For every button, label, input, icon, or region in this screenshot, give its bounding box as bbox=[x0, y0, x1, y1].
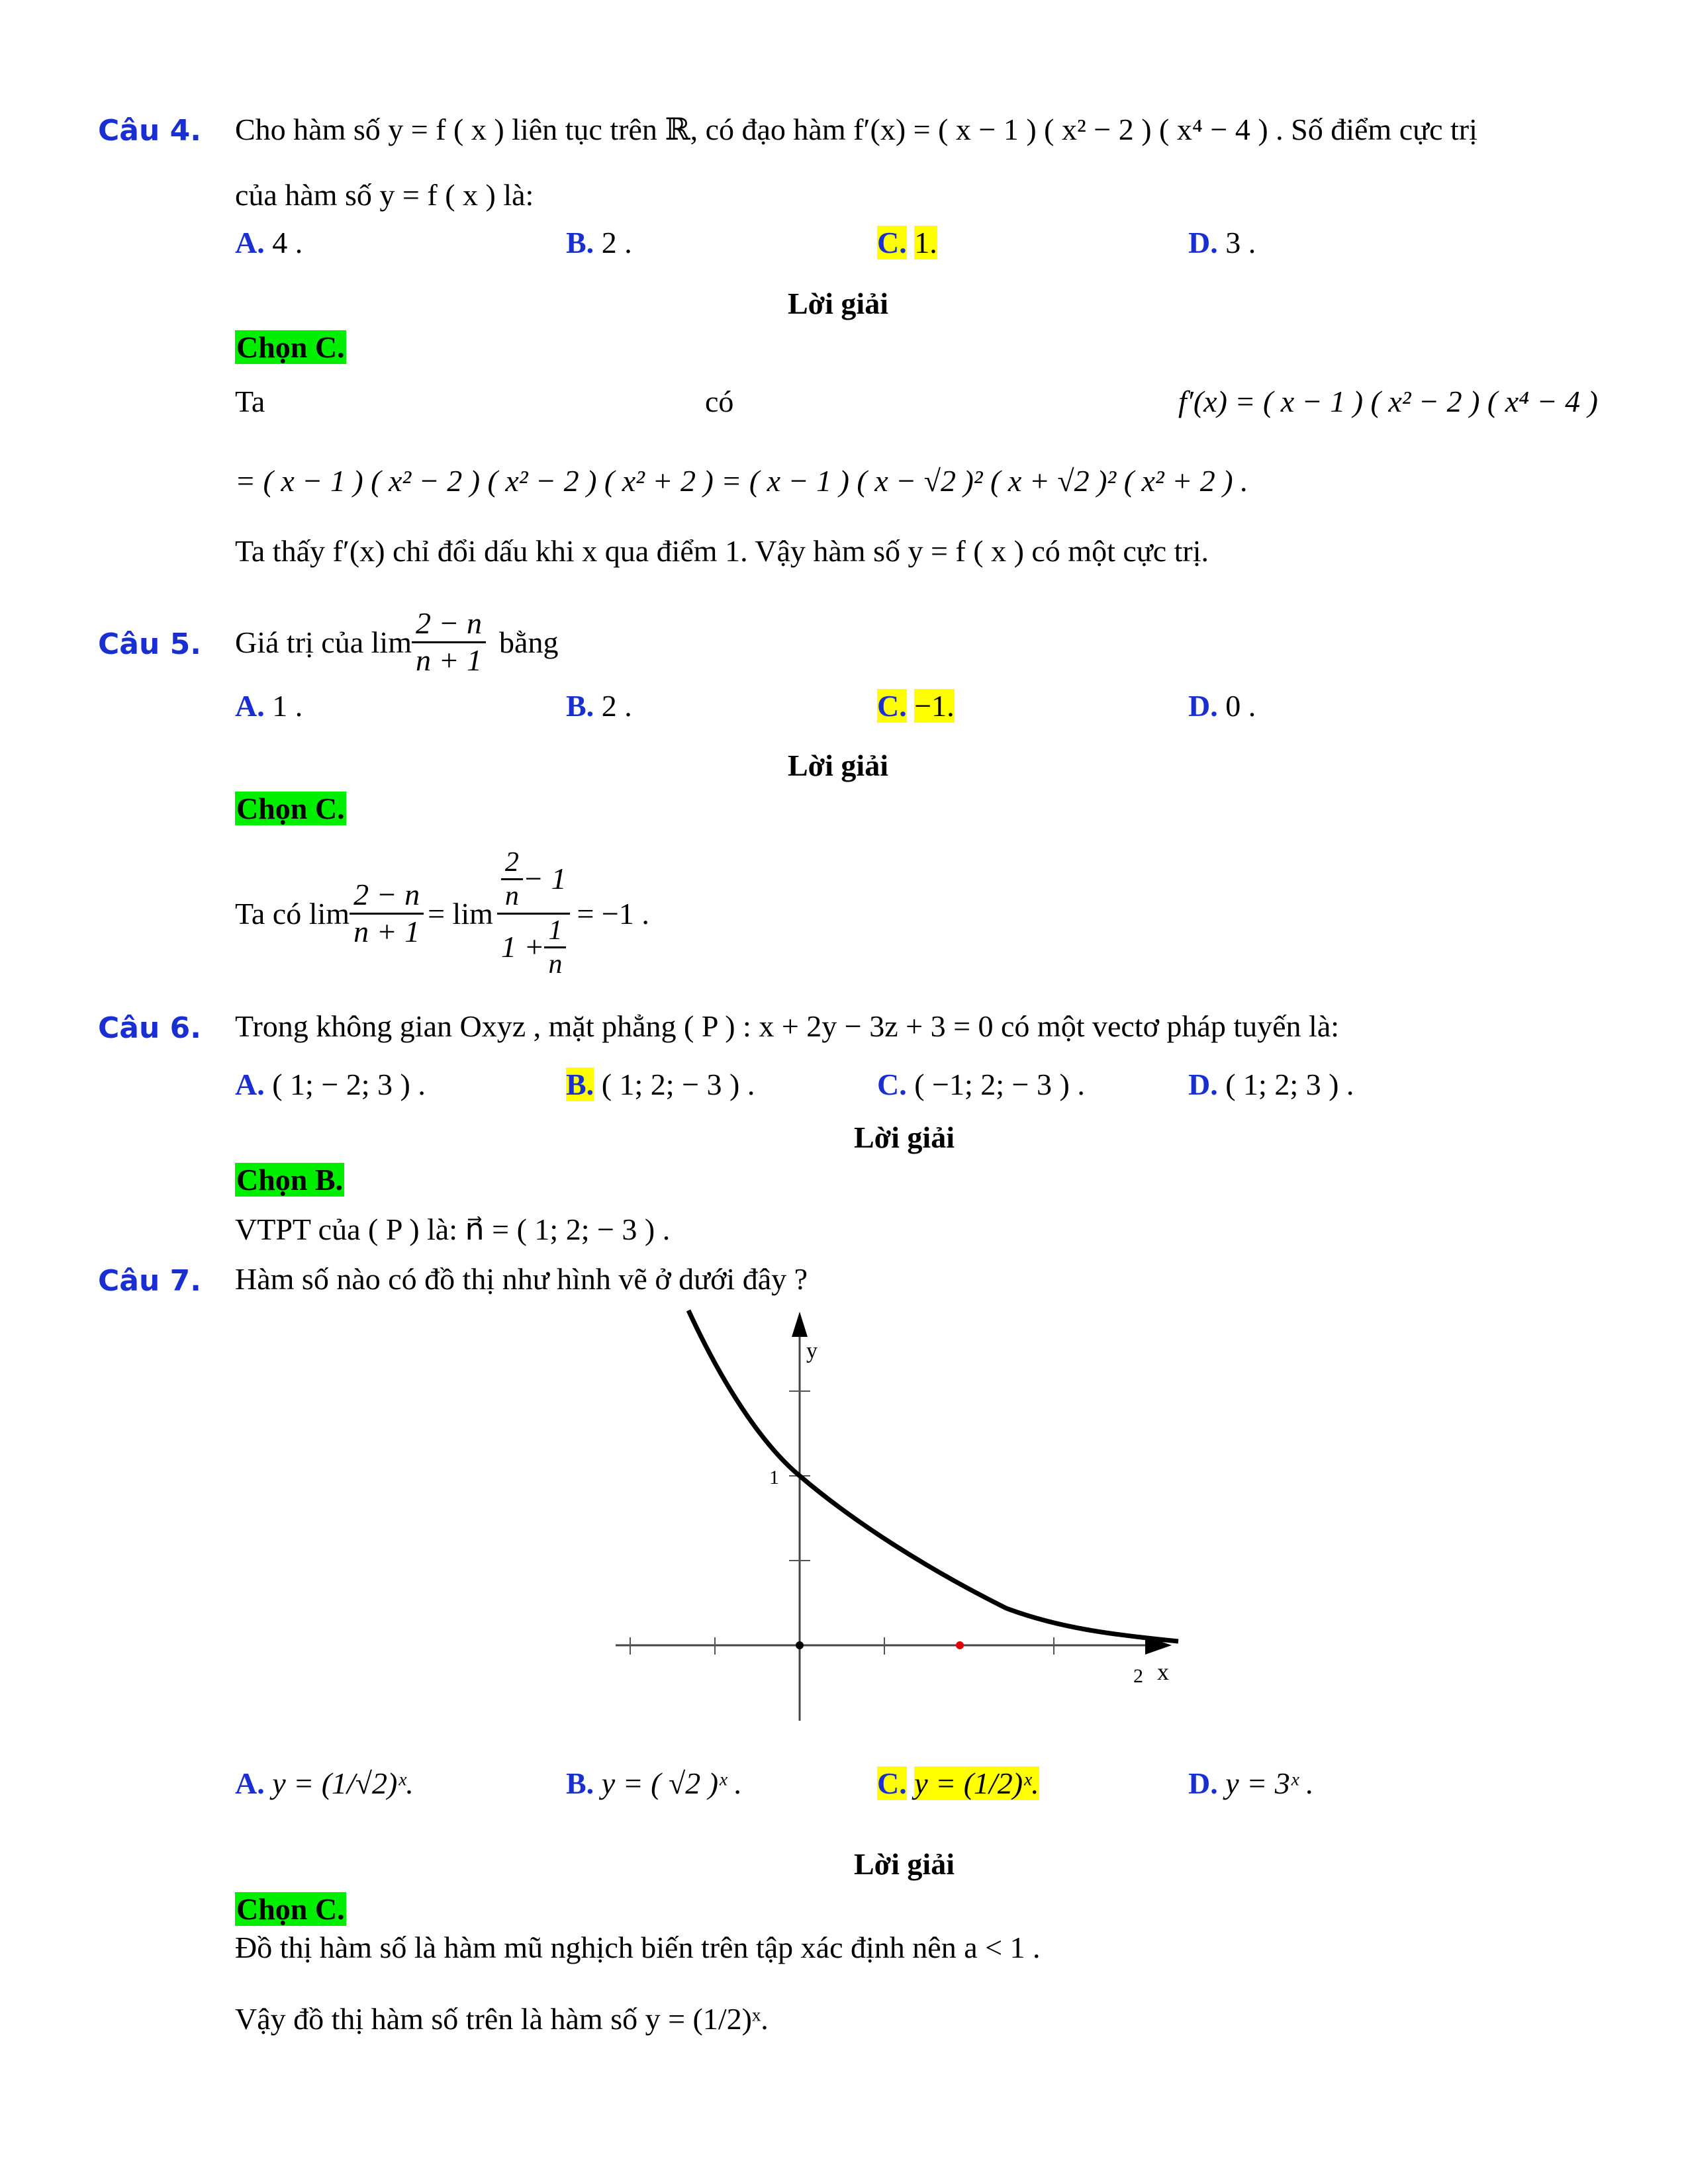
fraction-numerator: 2 − n bbox=[412, 606, 486, 643]
choice-label: Chọn C. bbox=[236, 330, 345, 364]
option-letter: C. bbox=[877, 226, 907, 259]
option-letter: D. bbox=[1188, 1068, 1218, 1101]
choice-label: Chọn C. bbox=[236, 1892, 345, 1926]
q4-option-a bbox=[235, 225, 303, 260]
q7-choice bbox=[235, 1891, 346, 1927]
sol-fraction-2 bbox=[497, 846, 571, 980]
limit-fraction bbox=[412, 606, 486, 678]
option-value: 0 . bbox=[1225, 689, 1256, 723]
option-letter: D. bbox=[1188, 226, 1218, 259]
option-value: 3 . bbox=[1225, 226, 1256, 259]
fraction-numerator: 1 bbox=[544, 915, 566, 948]
fraction-denominator: n + 1 bbox=[353, 914, 420, 948]
q4-choice bbox=[235, 330, 346, 365]
sol-text: Ta có lim bbox=[235, 896, 350, 931]
q6-choice bbox=[235, 1162, 344, 1197]
q6-option-d bbox=[1188, 1067, 1354, 1102]
option-letter: B. bbox=[566, 689, 594, 723]
choice-label: Chọn B. bbox=[236, 1163, 344, 1197]
fraction-denominator: n bbox=[548, 948, 563, 979]
q5-choice bbox=[235, 791, 346, 826]
option-letter: A. bbox=[235, 1766, 265, 1800]
option-letter: D. bbox=[1188, 689, 1218, 723]
q6-solution-text: VTPT của ( P ) là: n⃗ = ( 1; 2; − 3 ) . bbox=[235, 1212, 671, 1246]
q5-solution-title: Lời giải bbox=[788, 749, 888, 782]
question-5-label: Câu 5. bbox=[98, 627, 201, 661]
origin-point bbox=[796, 1641, 804, 1649]
x-tick-label: 2 bbox=[1133, 1665, 1143, 1687]
q7-solution-title: Lời giải bbox=[854, 1847, 955, 1881]
red-point bbox=[956, 1641, 964, 1649]
stem-text: Giá trị của lim bbox=[235, 625, 412, 659]
q6-option-b bbox=[566, 1067, 755, 1102]
question-4-stem-2: của hàm số y = f ( x ) là: bbox=[235, 178, 534, 212]
q4-sol-conclusion: Ta thấy f′(x) chỉ đổi dấu khi x qua điểm 1. Vậy hàm số y = f ( x ) có một cực trị. bbox=[235, 534, 1209, 568]
q4-sol-co: có bbox=[705, 385, 734, 418]
q7-option-b bbox=[566, 1766, 742, 1801]
option-value: y = (1/√2)ˣ. bbox=[272, 1766, 414, 1800]
q4-solution-title: Lời giải bbox=[788, 287, 888, 320]
option-value: 4 . bbox=[272, 226, 303, 259]
choice-label: Chọn C. bbox=[236, 792, 345, 825]
option-value: ( 1; − 2; 3 ) . bbox=[272, 1068, 426, 1101]
q7-option-a bbox=[235, 1766, 414, 1801]
option-letter: A. bbox=[235, 226, 265, 259]
q5-option-d bbox=[1188, 688, 1256, 723]
q7-solution-line-2: Vậy đồ thị hàm số trên là hàm số y = (1/2)ˣ. bbox=[235, 2002, 769, 2036]
option-value: y = 3ˣ . bbox=[1225, 1766, 1314, 1800]
q5-option-c bbox=[877, 688, 955, 723]
option-letter: B. bbox=[566, 1766, 594, 1800]
exponential-curve bbox=[688, 1310, 1178, 1641]
inner-fraction bbox=[544, 915, 566, 981]
question-6-label: Câu 6. bbox=[98, 1011, 201, 1045]
q4-sol-expansion: = ( x − 1 ) ( x² − 2 ) ( x² − 2 ) ( x² + 2 ) = ( x − 1 ) ( x − √2 )² ( x + √2 )² ( x² + 2 ) . bbox=[235, 464, 1248, 498]
option-value: ( 1; 2; 3 ) . bbox=[1225, 1068, 1354, 1101]
fraction-denominator bbox=[497, 915, 571, 981]
option-letter: C. bbox=[877, 1068, 907, 1101]
option-value: 1 . bbox=[272, 689, 303, 723]
q7-option-c bbox=[877, 1766, 1039, 1801]
question-6-stem: Trong không gian Oxyz , mặt phẳng ( P ) : x + 2y − 3z + 3 = 0 có một vectơ pháp tuyến là: bbox=[235, 1009, 1340, 1043]
question-7-label: Câu 7. bbox=[98, 1264, 201, 1298]
q6-solution-title: Lời giải bbox=[854, 1120, 955, 1154]
question-5-stem bbox=[235, 602, 558, 682]
fraction-numerator bbox=[497, 846, 571, 915]
question-7-stem: Hàm số nào có đồ thị như hình vẽ ở dưới đây ? bbox=[235, 1262, 808, 1296]
option-value: 2 . bbox=[601, 689, 632, 723]
option-letter: A. bbox=[235, 689, 265, 723]
option-value: 2 . bbox=[601, 226, 632, 259]
q6-option-c bbox=[877, 1067, 1085, 1102]
sol-text: 1 + bbox=[500, 929, 545, 964]
option-letter: B. bbox=[566, 1068, 594, 1101]
option-letter: B. bbox=[566, 226, 594, 259]
fraction-numerator: 2 − n bbox=[350, 878, 424, 915]
option-letter: C. bbox=[877, 689, 907, 723]
option-value: ( −1; 2; − 3 ) . bbox=[914, 1068, 1085, 1101]
exponential-graph bbox=[596, 1297, 1205, 1734]
option-value: ( 1; 2; − 3 ) . bbox=[601, 1068, 755, 1101]
sol-text: − 1 bbox=[522, 862, 567, 896]
question-4-label: Câu 4. bbox=[98, 114, 201, 148]
y-axis-label: y bbox=[806, 1339, 818, 1363]
fraction-numerator: 2 bbox=[501, 846, 523, 880]
question-4-stem: Cho hàm số y = f ( x ) liên tục trên ℝ, có đạo hàm f′(x) = ( x − 1 ) ( x² − 2 ) ( x⁴ − 4 ) . Số điểm cực trị bbox=[235, 113, 1477, 146]
option-value: 1. bbox=[914, 226, 937, 259]
q5-option-b bbox=[566, 688, 632, 723]
q4-option-b bbox=[566, 225, 632, 260]
y-tick-label: 1 bbox=[769, 1467, 779, 1488]
option-letter: C. bbox=[877, 1766, 907, 1800]
option-value: −1. bbox=[914, 689, 955, 723]
q5-option-a bbox=[235, 688, 303, 723]
inner-fraction bbox=[501, 846, 523, 913]
option-letter: D. bbox=[1188, 1766, 1218, 1800]
option-value: y = (1/2)ˣ. bbox=[914, 1766, 1039, 1800]
q4-sol-derivative: f′(x) = ( x − 1 ) ( x² − 2 ) ( x⁴ − 4 ) bbox=[1178, 385, 1599, 418]
q7-solution-line-1: Đồ thị hàm số là hàm mũ nghịch biến trên tập xác định nên a < 1 . bbox=[235, 1931, 1041, 1964]
sol-text: = lim bbox=[428, 896, 493, 931]
option-value: y = ( √2 )ˣ . bbox=[601, 1766, 743, 1800]
y-axis-arrow bbox=[792, 1312, 808, 1337]
stem-text: bằng bbox=[499, 625, 559, 659]
q6-option-a bbox=[235, 1067, 426, 1102]
q4-sol-ta: Ta bbox=[235, 385, 265, 418]
sol-text: = −1 . bbox=[577, 896, 649, 931]
q7-option-d bbox=[1188, 1766, 1314, 1801]
option-letter: A. bbox=[235, 1068, 265, 1101]
x-axis-label: x bbox=[1157, 1659, 1169, 1685]
q5-solution-math bbox=[235, 834, 649, 993]
q4-option-d bbox=[1188, 225, 1256, 260]
q4-option-c bbox=[877, 225, 937, 260]
sol-fraction-1 bbox=[350, 878, 424, 950]
fraction-denominator: n + 1 bbox=[415, 643, 483, 677]
fraction-denominator: n bbox=[504, 881, 519, 912]
